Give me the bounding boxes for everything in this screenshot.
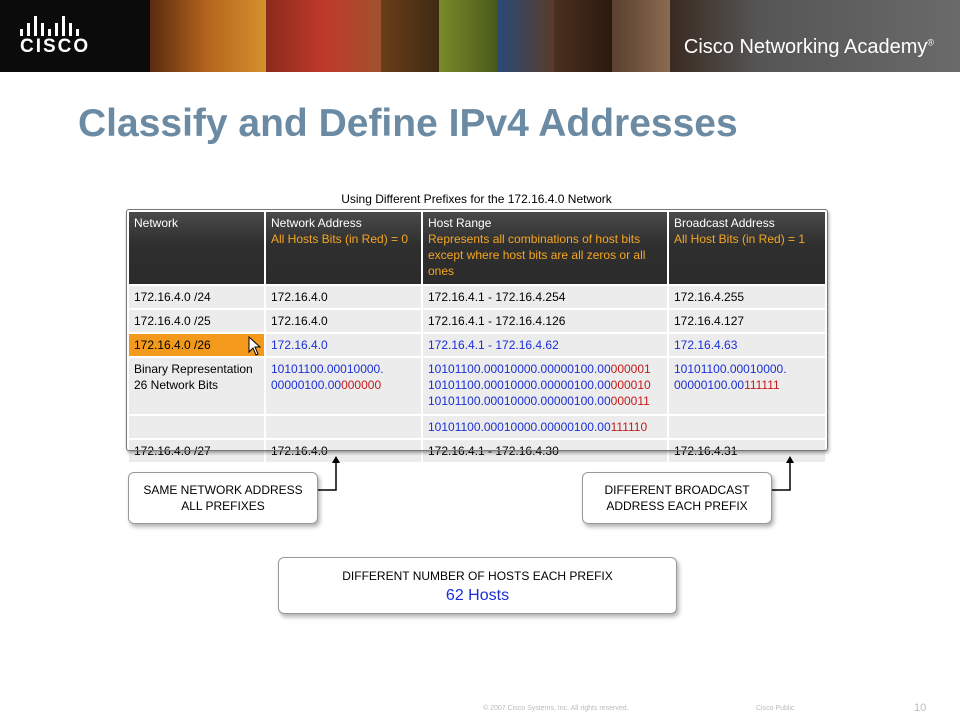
cell-host-range: 172.16.4.1 - 172.16.4.254 xyxy=(422,285,668,309)
table-row xyxy=(128,309,826,333)
table-row-binary xyxy=(128,357,826,415)
academy-logo-area xyxy=(670,0,960,72)
cell-network: 172.16.4.0 /27 xyxy=(128,439,265,463)
arrow-to-broadcast-address-icon xyxy=(770,456,800,496)
cell-network-address: 172.16.4.0 xyxy=(265,309,422,333)
hosts-count-callout: DIFFERENT NUMBER OF HOSTS EACH PREFIX 62 Hosts xyxy=(278,557,677,614)
hosts-count-value: 62 Hosts xyxy=(445,587,510,604)
cell-host-range: 172.16.4.1 - 172.16.4.30 xyxy=(422,439,668,463)
cisco-logo xyxy=(0,0,150,72)
table-header-row xyxy=(128,211,826,285)
cell-network: 172.16.4.0 /24 xyxy=(128,285,265,309)
banner-photo-strip xyxy=(150,0,670,72)
cell-binary-last-host: 10101100.00010000.00000100.00111110 xyxy=(422,415,668,439)
footer-copyright: © 2007 Cisco Systems, Inc. All rights reserved. xyxy=(483,705,629,712)
cell-binary-broadcast: 10101100.00010000. 00000100.00111111 xyxy=(668,357,826,415)
cisco-logo-text: CISCO xyxy=(20,36,91,57)
page-number: 10 xyxy=(914,702,927,714)
footer-classification: Cisco Public xyxy=(756,705,795,712)
cell-empty xyxy=(128,415,265,439)
mouse-pointer-icon xyxy=(248,336,262,356)
cell-binary-hosts: 10101100.00010000.00000100.00000001 10101100.00010000.00000100.00000010 10101100.00010000.00000100.00000011 xyxy=(422,357,668,415)
cell-broadcast: 172.16.4.63 xyxy=(668,333,826,357)
header-network-address: Network Address All Hosts Bits (in Red) = 0 xyxy=(265,211,422,285)
cell-binary-network: 10101100.00010000. 00000100.00000000 xyxy=(265,357,422,415)
cell-network-selected[interactable]: 172.16.4.0 /26 xyxy=(128,333,265,357)
table-caption: Using Different Prefixes for the 172.16.4.0 Network xyxy=(341,192,612,206)
arrow-to-network-address-icon xyxy=(316,456,346,496)
header-broadcast-address: Broadcast Address All Host Bits (in Red) = 1 xyxy=(668,211,826,285)
cisco-bridge-icon xyxy=(20,16,90,36)
same-network-callout: SAME NETWORK ADDRESS ALL PREFIXES xyxy=(128,472,318,524)
header-banner xyxy=(0,0,960,72)
cell-broadcast: 172.16.4.31 xyxy=(668,439,826,463)
different-broadcast-callout: DIFFERENT BROADCAST ADDRESS EACH PREFIX xyxy=(582,472,772,524)
cell-binary-label: Binary Representation 26 Network Bits xyxy=(128,357,265,415)
cell-network-address: 172.16.4.0 xyxy=(265,285,422,309)
cell-network-address: 172.16.4.0 xyxy=(265,333,422,357)
header-host-range: Host Range Represents all combinations of host bits except where host bits are all zeros or all ones xyxy=(422,211,668,285)
cell-broadcast: 172.16.4.127 xyxy=(668,309,826,333)
prefix-table xyxy=(127,210,827,464)
header-network: Network xyxy=(128,211,265,285)
cell-network: 172.16.4.0 /25 xyxy=(128,309,265,333)
table-row xyxy=(128,285,826,309)
table-row xyxy=(128,439,826,463)
cell-broadcast: 172.16.4.255 xyxy=(668,285,826,309)
cell-empty xyxy=(265,415,422,439)
academy-logo-text: Cisco Networking Academy® xyxy=(683,36,934,58)
table-row-highlighted xyxy=(128,333,826,357)
cell-host-range: 172.16.4.1 - 172.16.4.62 xyxy=(422,333,668,357)
table-row-binary-last-host xyxy=(128,415,826,439)
cell-host-range: 172.16.4.1 - 172.16.4.126 xyxy=(422,309,668,333)
cell-empty xyxy=(668,415,826,439)
page-title: Classify and Define IPv4 Addresses xyxy=(78,102,738,145)
cell-network-address: 172.16.4.0 xyxy=(265,439,422,463)
